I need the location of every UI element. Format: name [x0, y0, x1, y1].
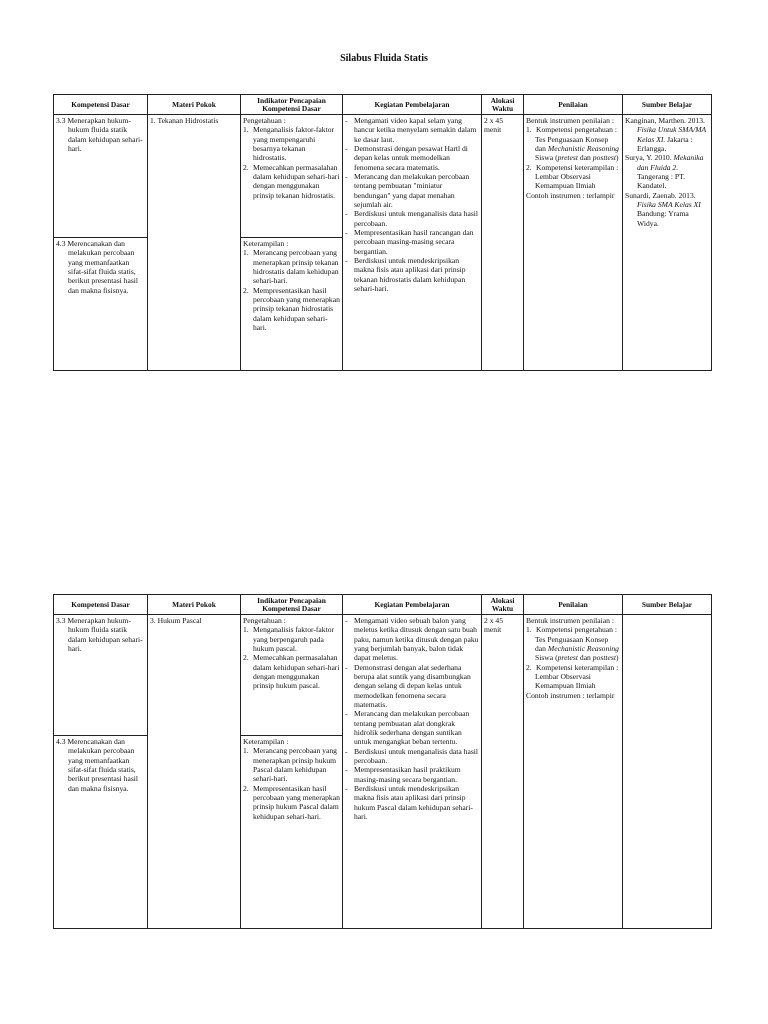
materi-text: 3. Hukum Pascal — [150, 616, 202, 625]
sumber-cell — [623, 615, 712, 929]
list-item: - Mempresentasikan hasil praktikum masing-masing secara bergantian. — [345, 765, 461, 784]
list-item: 2. Memecahkan permasalahan dalam kehidupan sehari-hari dengan menggunakan prinsip hukum pascal. — [243, 653, 340, 691]
header-sumber: Sumber Belajar — [623, 95, 712, 115]
syllabus-table-hukum-pascal — [53, 594, 712, 929]
kd-keterampilan-cell — [54, 736, 148, 929]
syllabus-table-tekanan-hidrostatis — [53, 94, 712, 371]
penilaian-contoh: Contoh instrumen : terlampir — [526, 190, 615, 200]
header-indikator: Indikator Pencapaian Kompetensi Dasar — [241, 95, 343, 115]
list-item: - Mengamati video kapal selam yang hancur ketika menyelam semakin dalam ke dasar laut. — [345, 116, 477, 144]
penilaian-k1: Kompetensi pengetahuan : — [536, 125, 617, 135]
penilaian-k2-detail: Lembar Observasi Kemampuan Ilmiah — [535, 671, 596, 691]
alokasi-text: 2 x 45 menit — [484, 616, 503, 635]
sumber-cell — [623, 115, 712, 371]
indikator-keterampilan-label: Keterampilan : — [243, 239, 289, 248]
header-kegiatan: Kegiatan Pembelajaran — [343, 95, 482, 115]
list-item: - Berdiskusi untuk menganalisis data hasil percobaan. — [345, 746, 479, 765]
penilaian-k2-detail: Lembar Observasi Kemampuan Ilmiah — [535, 171, 596, 191]
header-kegiatan: Kegiatan Pembelajaran — [343, 595, 482, 615]
indikator-pengetahuan-cell — [241, 115, 343, 238]
header-row — [54, 595, 712, 615]
list-item: - Demonstrasi dengan pesawat Hartl di depan kelas untuk memodelkan fenomena secara matematis. — [345, 143, 468, 172]
materi-text: 1. Tekanan Hidrostatis — [150, 116, 219, 125]
penilaian-intro: Bentuk instrumen penilaian : — [526, 116, 614, 125]
penilaian-k1-detail: Tes Penguasaan Konsep dan Mechanistic Reasoning Siswa (pretest dan posttest) — [535, 634, 619, 663]
sumber-item: Surya, Y. 2010. Mekanika dan Fluida 2. Tangerang : PT. Kandatel. — [625, 153, 704, 191]
header-alokasi: Alokasi Waktu — [482, 595, 524, 615]
page-title: Silabus Fluida Statis — [340, 53, 428, 64]
list-item: - Merancang dan melakukan percobaan tentang pembuatan "miniatur bendungan" yang dapat menahan sejumlah air. — [345, 171, 470, 209]
indikator-pengetahuan-label: Pengetahuan : — [243, 616, 286, 625]
kd-keterampilan-cell — [54, 238, 148, 371]
sumber-item: Sunardi, Zaenab. 2013. Fisika SMA Kelas XI Bandung: Yrama Widya. — [625, 190, 701, 228]
alokasi-cell — [482, 115, 524, 371]
kegiatan-cell — [343, 615, 482, 929]
kd-keterampilan-text: 4.3 Merencanakan dan melakukan percobaan yang memanfaatkan sifat-sifat fluida statis, berikut presentasi hasil dan makna fisisnya. — [56, 737, 139, 793]
indikator-keterampilan-cell — [241, 238, 343, 371]
penilaian-k2: Kompetensi keterampilan : — [536, 162, 619, 172]
materi-cell — [148, 615, 241, 929]
penilaian-k2: Kompetensi keterampilan : — [536, 662, 619, 672]
list-item: 2. Memecahkan permasalahan dalam kehidupan sehari-hari dengan menggunakan prinsip tekanan hidrostatis. — [243, 162, 340, 200]
sumber-item: Kanginan, Marthen. 2013. Fisika Untuk SMA/MA Kelas XI. Jakarta : Erlangga. — [625, 116, 707, 153]
kd-pengetahuan-text: 3.3 Menerapkan hukum-hukum fluida statik dalam kehidupan sehari-hari. — [56, 116, 143, 153]
indikator-keterampilan-label: Keterampilan : — [243, 737, 289, 746]
alokasi-text: 2 x 45 menit — [484, 116, 503, 135]
list-item: 1. Menganalisis faktor-faktor yang mempengaruhi besarnya tekanan hidrostatis. — [243, 125, 335, 163]
header-row — [54, 95, 712, 115]
list-item: 1. Merancang percobaan yang menerapkan prinsip hukum Pascal dalam kehidupan sehari-hari. — [243, 746, 337, 784]
kegiatan-cell — [343, 115, 482, 371]
header-kompetensi-dasar: Kompetensi Dasar — [54, 95, 148, 115]
header-indikator: Indikator Pencapaian Kompetensi Dasar — [241, 595, 343, 615]
header-penilaian: Penilaian — [524, 95, 623, 115]
header-kompetensi-dasar: Kompetensi Dasar — [54, 595, 148, 615]
table-row — [54, 115, 712, 238]
penilaian-cell: Bentuk instrumen penilaian : 1. Kompetensi pengetahuan : Tes Penguasaan Konsep dan Mechanistic Reasoning Siswa (pretest dan posttest) 2. Kompetensi keterampilan : Lembar Observasi Kemampuan Ilmiah Contoh instrumen : terlampir — [524, 115, 623, 371]
list-item: - Berdiskusi untuk mendeskripsikan makna fisis atau aplikasi dari prinsip tekanan hidrostatis dalam kehidupan sehari-hari. — [345, 255, 466, 293]
materi-cell — [148, 115, 241, 371]
list-item: - Mempresentasikan hasil rancangan dan percobaan masing-masing secara bergantian. — [345, 227, 474, 256]
kd-pengetahuan-cell — [54, 615, 148, 736]
header-materi-pokok: Materi Pokok — [148, 595, 241, 615]
list-item: - Berdiskusi untuk menganalisis data hasil percobaan. — [345, 209, 479, 228]
header-sumber: Sumber Belajar — [623, 595, 712, 615]
list-item: - Berdiskusi untuk mendeskripsikan makna fisis atau aplikasi dari prinsip hukum Pascal dalam kehidupan sehari-hari. — [345, 783, 473, 821]
indikator-pengetahuan-label: Pengetahuan : — [243, 116, 286, 125]
penilaian-cell: Bentuk instrumen penilaian : 1. Kompetensi pengetahuan : Tes Penguasaan Konsep dan Mechanistic Reasoning Siswa (pretest dan posttest) 2. Kompetensi keterampilan : Lembar Observasi Kemampuan Ilmiah Contoh instrumen : terlampir — [524, 615, 623, 929]
list-item: - Mengamati video sebuah balon yang meletus ketika ditusuk dengan satu buah paku, namun ketika ditusuk dengan paku yang berjumlah banyak, balon tidak dapat meletus. — [345, 616, 479, 663]
kd-pengetahuan-cell — [54, 115, 148, 238]
penilaian-intro: Bentuk instrumen penilaian : — [526, 616, 614, 625]
penilaian-k1-detail: Tes Penguasaan Konsep dan Mechanistic Reasoning Siswa (pretest dan posttest) — [535, 134, 619, 163]
indikator-keterampilan-cell — [241, 736, 343, 929]
header-alokasi: Alokasi Waktu — [482, 95, 524, 115]
penilaian-contoh: Contoh instrumen : terlampir — [526, 690, 615, 700]
indikator-pengetahuan-cell — [241, 615, 343, 736]
list-item: - Demonstrasi dengan alat sederhana berupa alat suntik yang disambungkan dengan selang di depan kelas untuk memodelkan fenomena secara matematis. — [345, 662, 471, 709]
kd-keterampilan-text: 4.3 Merencanakan dan melakukan percobaan yang memanfaatkan sifat-sifat fluida statis, berikut presentasi hasil dan makna fisisnya. — [56, 239, 139, 295]
kd-pengetahuan-text: 3.3 Menerapkan hukum-hukum fluida statik dalam kehidupan sehari-hari. — [56, 616, 143, 653]
alokasi-cell — [482, 615, 524, 929]
list-item: 2. Mempresentasikan hasil percobaan yang menerapkan prinsip tekanan hidrostatis dalam kehidupan sehari-hari. — [243, 285, 340, 332]
header-materi-pokok: Materi Pokok — [148, 95, 241, 115]
table-row — [54, 615, 712, 736]
header-penilaian: Penilaian — [524, 595, 623, 615]
penilaian-k1: Kompetensi pengetahuan : — [536, 625, 617, 635]
list-item: 1. Menganalisis faktor-faktor yang berpengaruh pada hukum pascal. — [243, 625, 335, 653]
list-item: - Merancang dan melakukan percobaan tentang pembuatan alat dongkrak hidrolik sederhana dengan suntikan untuk mengangkat beban tertentu. — [345, 709, 470, 747]
list-item: 1. Merancang percobaan yang menerapkan prinsip tekanan hidrostatis dalam kehidupan sehari-hari. — [243, 248, 339, 286]
list-item: 2. Mempresentasikan hasil percobaan yang menerapkan prinsip hukum Pascal dalam kehidupan sehari-hari. — [243, 783, 340, 821]
